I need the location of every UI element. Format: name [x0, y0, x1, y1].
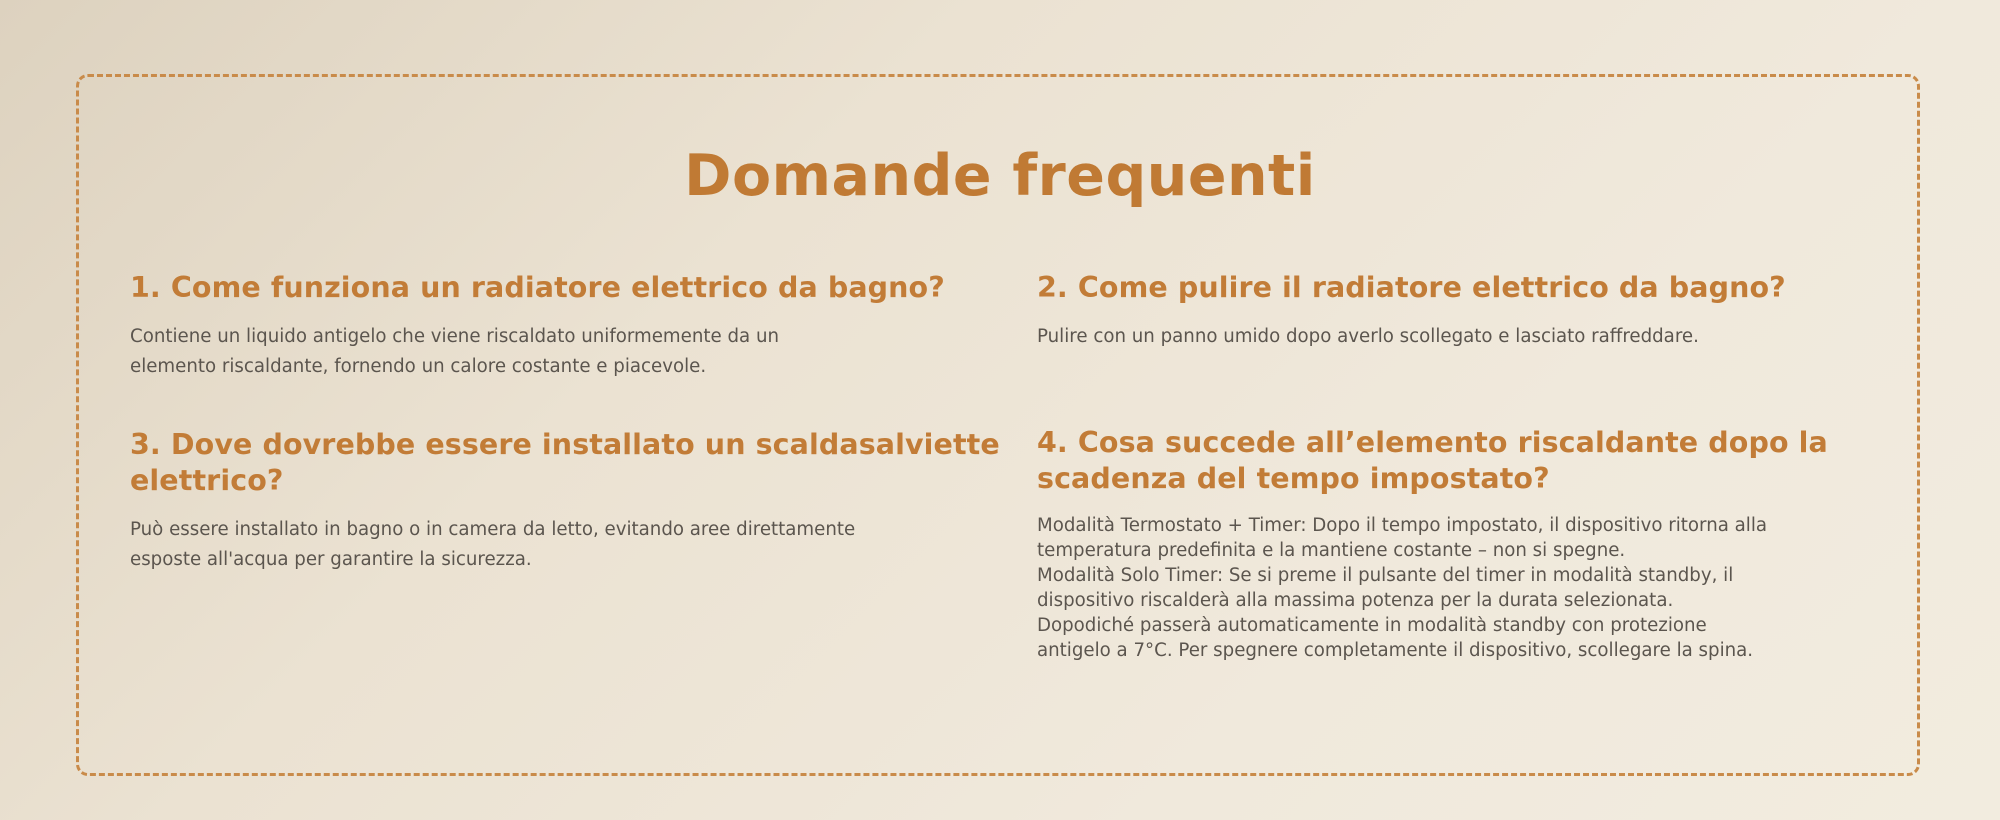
faq-answer-line: Modalità Termostato + Timer: Dopo il tempo impostato, il dispositivo ritorna alla	[1037, 515, 1768, 536]
faq-answer-line: temperatura predefinita e la mantiene costante – non si spegne.	[1037, 540, 1626, 561]
faq-item	[130, 427, 1010, 575]
page-title: Domande frequenti	[684, 143, 1316, 209]
faq-answer	[1037, 322, 1887, 352]
faq-answer-line: Pulire con un panno umido dopo averlo scollegato e lasciato raffreddare.	[1037, 326, 1699, 347]
faq-answer-line: esposte all'acqua per garantire la sicurezza.	[130, 549, 532, 570]
faq-answer	[130, 322, 950, 382]
faq-answer-line: antigelo a 7°C. Per spegnere completamente il dispositivo, scollegare la spina.	[1037, 640, 1754, 661]
faq-answer-line: elemento riscaldante, fornendo un calore costante e piacevole.	[130, 356, 707, 377]
faq-question: 2. Come pulire il radiatore elettrico da bagno?	[1037, 271, 1786, 304]
faq-answer	[1037, 513, 1887, 663]
faq-answer	[130, 515, 1000, 575]
faq-item	[130, 270, 1010, 382]
faq-question: 3. Dove dovrebbe essere installato un scaldasalviette elettrico?	[130, 428, 1000, 497]
faq-answer-line: Dopodiché passerà automaticamente in modalità standby con protezione	[1037, 615, 1707, 636]
faq-answer-line: Può essere installato in bagno o in camera da letto, evitando aree direttamente	[130, 519, 856, 540]
faq-item	[1037, 425, 1897, 663]
faq-item	[1037, 270, 1897, 352]
faq-answer-line: Modalità Solo Timer: Se si preme il pulsante del timer in modalità standby, il	[1037, 565, 1734, 586]
faq-answer-line: Contiene un liquido antigelo che viene riscaldato uniformemente da un	[130, 326, 779, 347]
faq-answer-line: dispositivo riscalderà alla massima potenza per la durata selezionata.	[1037, 590, 1674, 611]
faq-question: 1. Come funziona un radiatore elettrico da bagno?	[130, 271, 945, 304]
faq-question: 4. Cosa succede all’elemento riscaldante dopo la scadenza del tempo impostato?	[1037, 426, 1828, 495]
